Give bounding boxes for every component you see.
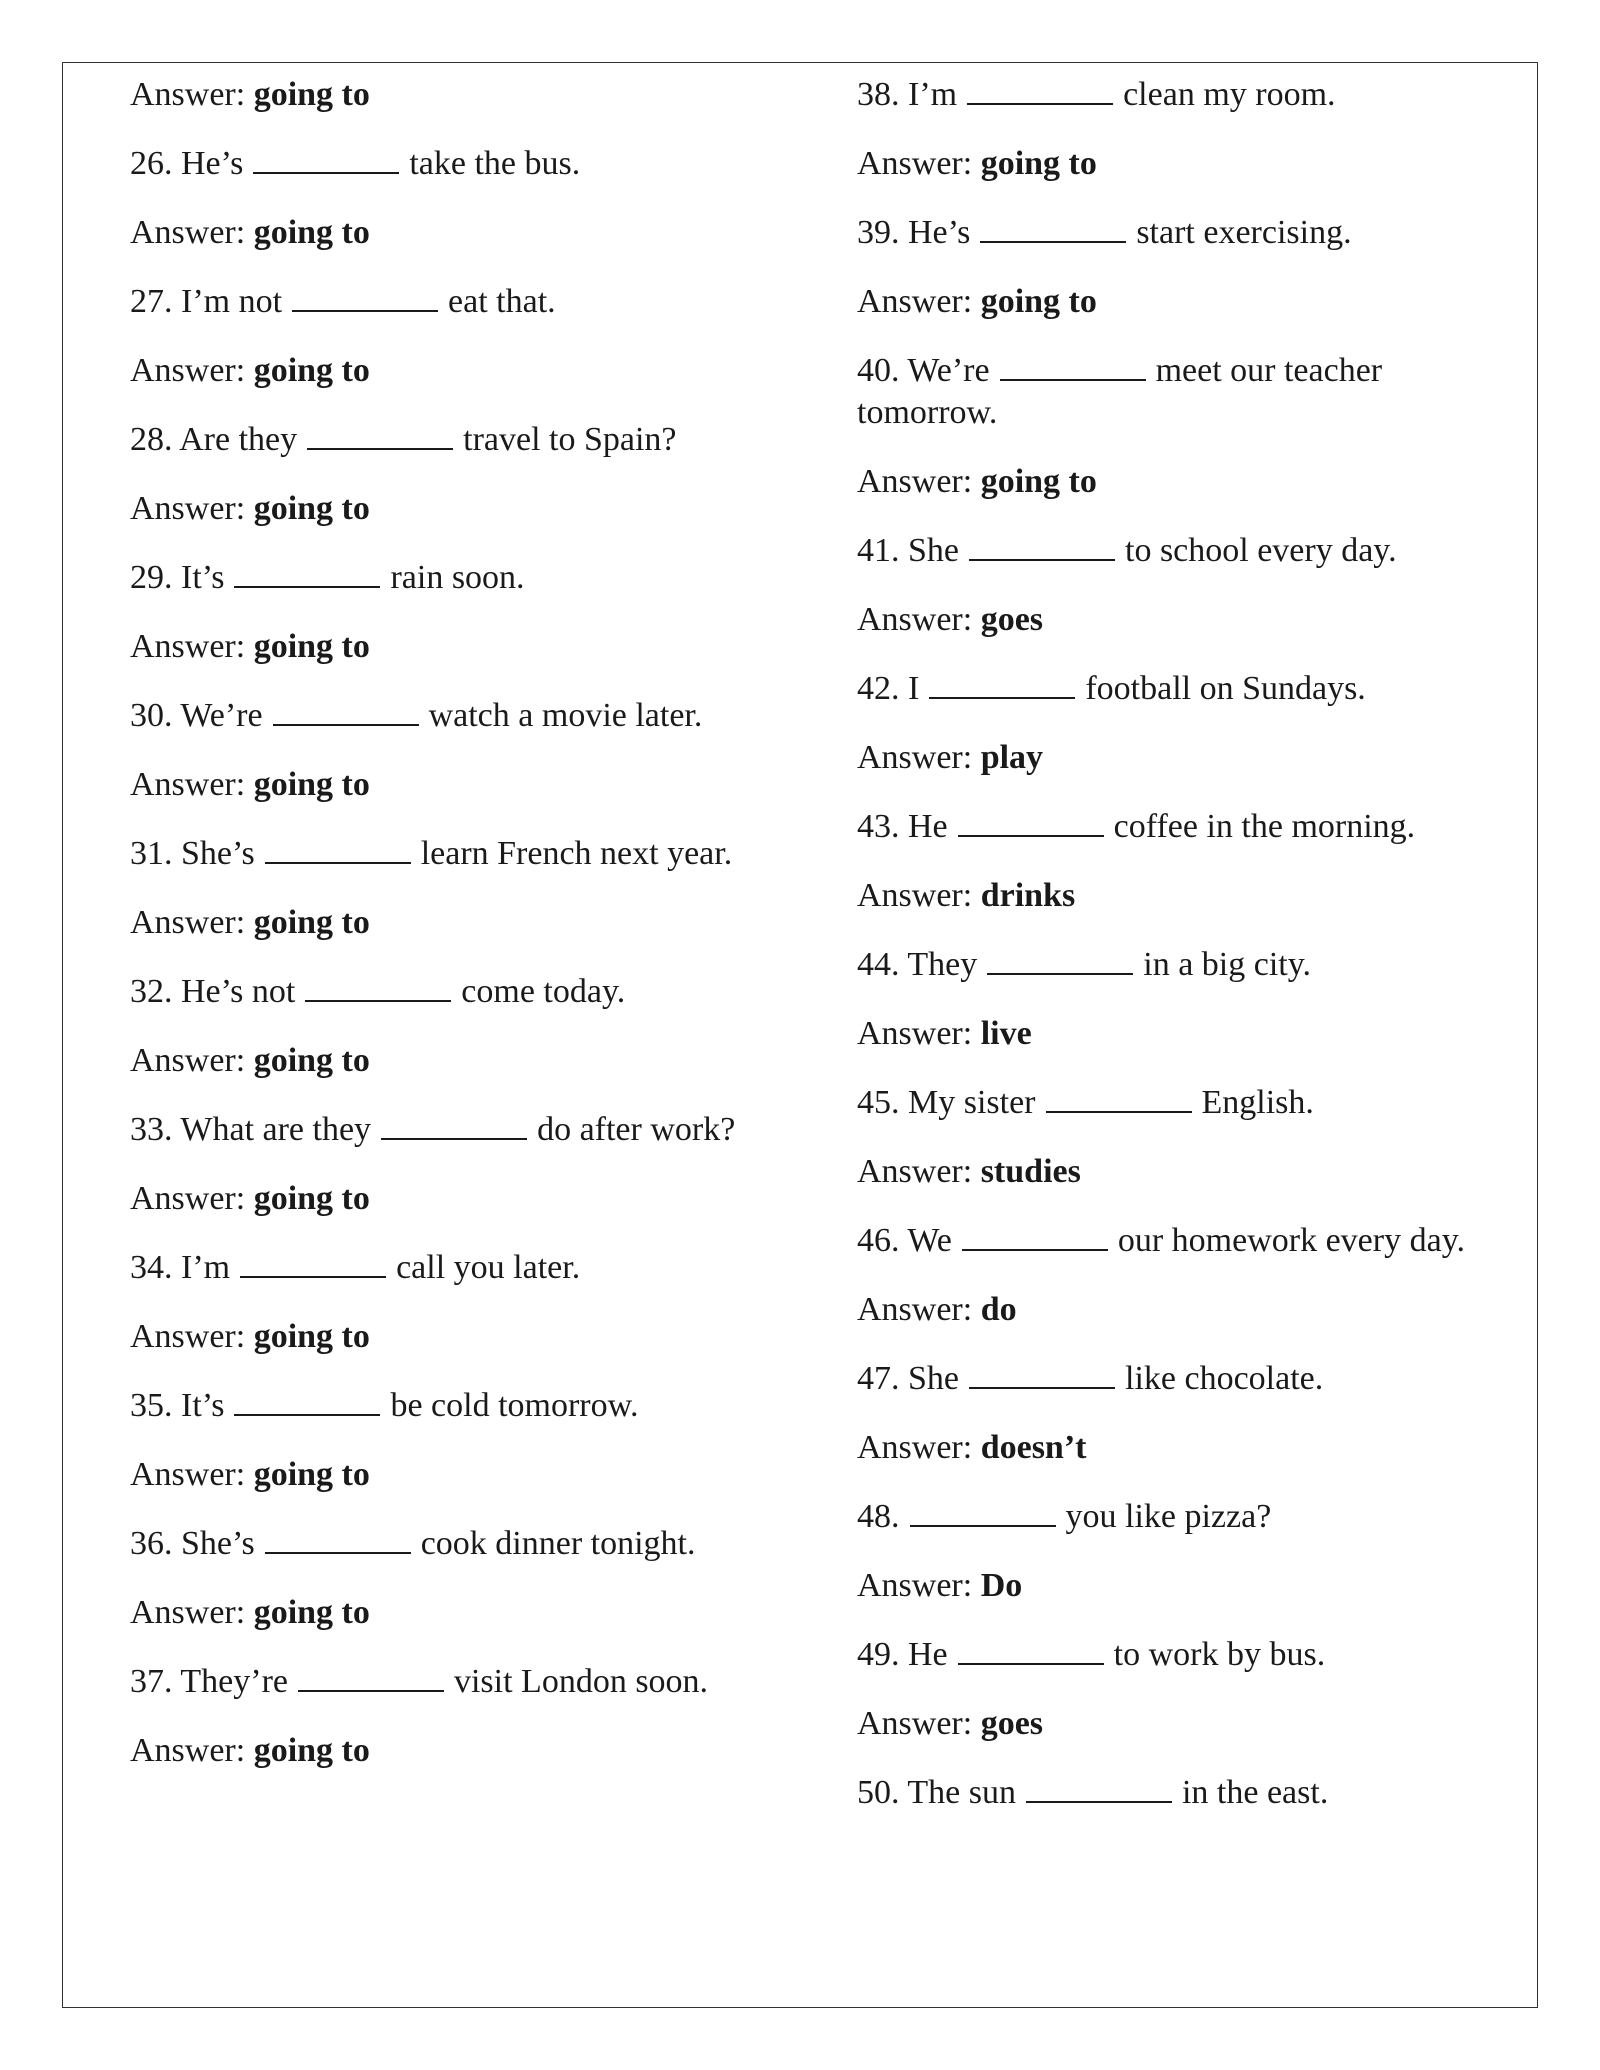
answer-line xyxy=(857,143,1477,185)
fill-in-blank xyxy=(1026,1773,1172,1803)
question-line xyxy=(857,74,1477,116)
fill-in-blank xyxy=(253,144,399,174)
fill-in-blank xyxy=(958,1635,1104,1665)
fill-in-blank xyxy=(265,1524,411,1554)
answer-line xyxy=(857,281,1477,323)
right-column xyxy=(857,74,1477,1841)
answer-label: Answer: xyxy=(857,145,973,182)
question-text-after: watch a movie later. xyxy=(428,697,703,734)
question-line xyxy=(857,212,1477,254)
answer-line xyxy=(130,1178,750,1220)
question-text-before: 44. They xyxy=(857,946,978,983)
answer-label: Answer: xyxy=(130,1732,246,1769)
answer-line xyxy=(130,74,750,116)
fill-in-blank xyxy=(273,696,419,726)
fill-in-blank xyxy=(305,972,451,1002)
question-line xyxy=(857,350,1477,434)
answer-label: Answer: xyxy=(130,76,246,113)
question-line xyxy=(130,833,750,875)
answer-line xyxy=(130,626,750,668)
question-line xyxy=(130,1661,750,1703)
question-text-before: 49. He xyxy=(857,1636,948,1673)
question-text-after: our homework every day. xyxy=(1117,1222,1465,1259)
fill-in-blank xyxy=(1000,351,1146,381)
answer-label: Answer: xyxy=(857,601,973,638)
answer-line xyxy=(130,1040,750,1082)
fill-in-blank xyxy=(910,1497,1056,1527)
question-text-before: 50. The sun xyxy=(857,1774,1016,1811)
question-text-after: visit London soon. xyxy=(453,1663,709,1700)
answer-label: Answer: xyxy=(857,739,973,776)
fill-in-blank xyxy=(234,1386,380,1416)
answer-label: Answer: xyxy=(130,766,246,803)
answer-line xyxy=(130,1730,750,1772)
question-text-before: 36. She’s xyxy=(130,1525,255,1562)
fill-in-blank xyxy=(381,1110,527,1140)
answer-line xyxy=(130,1454,750,1496)
answer-value: Do xyxy=(980,1567,1023,1604)
question-text-after: like chocolate. xyxy=(1125,1360,1324,1397)
answer-value: play xyxy=(980,739,1044,776)
answer-label: Answer: xyxy=(857,1291,973,1328)
answer-line xyxy=(857,1289,1477,1331)
answer-value: going to xyxy=(253,1594,370,1631)
question-line xyxy=(130,557,750,599)
question-line xyxy=(130,281,750,323)
question-text-after: cook dinner tonight. xyxy=(420,1525,696,1562)
answer-label: Answer: xyxy=(857,1153,973,1190)
question-text-after: start exercising. xyxy=(1136,214,1352,251)
question-line xyxy=(857,1634,1477,1676)
answer-value: do xyxy=(980,1291,1017,1328)
answer-label: Answer: xyxy=(130,1318,246,1355)
question-line xyxy=(857,1220,1477,1262)
answer-label: Answer: xyxy=(130,1594,246,1631)
question-text-before: 29. It’s xyxy=(130,559,225,596)
fill-in-blank xyxy=(929,669,1075,699)
answer-value: going to xyxy=(253,904,370,941)
answer-value: drinks xyxy=(980,877,1076,914)
answer-line xyxy=(857,1427,1477,1469)
question-text-after: coffee in the morning. xyxy=(1113,808,1416,845)
answer-value: going to xyxy=(980,283,1097,320)
answer-line xyxy=(857,1565,1477,1607)
question-text-after: football on Sundays. xyxy=(1085,670,1366,707)
question-line xyxy=(857,1082,1477,1124)
question-text-before: 43. He xyxy=(857,808,948,845)
question-line xyxy=(130,1109,750,1151)
question-text-after: meet our teacher tomorrow. xyxy=(857,352,1383,431)
answer-line xyxy=(857,1151,1477,1193)
answer-line xyxy=(130,350,750,392)
answer-label: Answer: xyxy=(130,352,246,389)
answer-value: goes xyxy=(980,1705,1044,1742)
answer-line xyxy=(857,599,1477,641)
fill-in-blank xyxy=(307,420,453,450)
answer-value: going to xyxy=(980,145,1097,182)
answer-line xyxy=(130,902,750,944)
question-text-before: 41. She xyxy=(857,532,959,569)
question-text-after: you like pizza? xyxy=(1065,1498,1272,1535)
question-text-after: to school every day. xyxy=(1125,532,1397,569)
left-column xyxy=(130,74,750,1799)
fill-in-blank xyxy=(962,1221,1108,1251)
question-text-before: 42. I xyxy=(857,670,920,707)
answer-value: goes xyxy=(980,601,1044,638)
question-text-after: come today. xyxy=(461,973,626,1010)
question-text-before: 27. I’m not xyxy=(130,283,283,320)
question-text-after: travel to Spain? xyxy=(463,421,677,458)
fill-in-blank xyxy=(969,1359,1115,1389)
fill-in-blank xyxy=(967,75,1113,105)
answer-label: Answer: xyxy=(130,490,246,527)
question-text-after: rain soon. xyxy=(390,559,525,596)
fill-in-blank xyxy=(298,1662,444,1692)
answer-value: studies xyxy=(980,1153,1081,1190)
question-line xyxy=(130,1385,750,1427)
answer-label: Answer: xyxy=(857,283,973,320)
question-line xyxy=(130,1523,750,1565)
question-text-after: be cold tomorrow. xyxy=(390,1387,639,1424)
answer-value: going to xyxy=(253,628,370,665)
question-text-after: in the east. xyxy=(1181,1774,1329,1811)
answer-value: doesn’t xyxy=(980,1429,1087,1466)
question-line xyxy=(130,695,750,737)
answer-line xyxy=(857,737,1477,779)
answer-value: going to xyxy=(253,766,370,803)
answer-value: going to xyxy=(253,1732,370,1769)
question-line xyxy=(130,419,750,461)
answer-line xyxy=(857,875,1477,917)
answer-line xyxy=(857,1013,1477,1055)
question-line xyxy=(130,971,750,1013)
question-text-before: 35. It’s xyxy=(130,1387,225,1424)
answer-value: going to xyxy=(980,463,1097,500)
fill-in-blank xyxy=(980,213,1126,243)
answer-label: Answer: xyxy=(130,628,246,665)
answer-line xyxy=(130,1316,750,1358)
answer-label: Answer: xyxy=(857,1429,973,1466)
answer-line xyxy=(130,764,750,806)
question-text-after: eat that. xyxy=(448,283,556,320)
question-text-after: clean my room. xyxy=(1123,76,1336,113)
question-line xyxy=(857,1772,1477,1814)
question-text-after: take the bus. xyxy=(409,145,581,182)
question-text-before: 38. I’m xyxy=(857,76,958,113)
question-text-before: 33. What are they xyxy=(130,1111,372,1148)
answer-line xyxy=(857,461,1477,503)
answer-line xyxy=(130,1592,750,1634)
question-text-after: call you later. xyxy=(396,1249,581,1286)
answer-line xyxy=(130,488,750,530)
answer-value: going to xyxy=(253,490,370,527)
question-line xyxy=(130,1247,750,1289)
answer-label: Answer: xyxy=(857,1705,973,1742)
question-text-after: learn French next year. xyxy=(420,835,733,872)
fill-in-blank xyxy=(987,945,1133,975)
fill-in-blank xyxy=(292,282,438,312)
question-text-before: 48. xyxy=(857,1498,900,1535)
answer-line xyxy=(130,212,750,254)
answer-value: going to xyxy=(253,1318,370,1355)
answer-label: Answer: xyxy=(130,904,246,941)
fill-in-blank xyxy=(958,807,1104,837)
question-text-before: 31. She’s xyxy=(130,835,255,872)
answer-label: Answer: xyxy=(130,214,246,251)
fill-in-blank xyxy=(1046,1083,1192,1113)
question-line xyxy=(857,668,1477,710)
answer-label: Answer: xyxy=(130,1042,246,1079)
answer-label: Answer: xyxy=(857,1015,973,1052)
question-text-after: English. xyxy=(1201,1084,1314,1121)
answer-value: going to xyxy=(253,76,370,113)
question-text-before: 45. My sister xyxy=(857,1084,1036,1121)
question-text-before: 32. He’s not xyxy=(130,973,296,1010)
question-text-before: 30. We’re xyxy=(130,697,263,734)
question-text-before: 34. I’m xyxy=(130,1249,231,1286)
answer-value: going to xyxy=(253,1180,370,1217)
question-text-after: to work by bus. xyxy=(1113,1636,1326,1673)
answer-value: going to xyxy=(253,352,370,389)
question-line xyxy=(857,806,1477,848)
question-text-before: 39. He’s xyxy=(857,214,971,251)
question-text-before: 26. He’s xyxy=(130,145,244,182)
answer-value: going to xyxy=(253,1042,370,1079)
question-text-before: 46. We xyxy=(857,1222,952,1259)
answer-value: live xyxy=(980,1015,1032,1052)
answer-label: Answer: xyxy=(857,1567,973,1604)
question-text-after: in a big city. xyxy=(1143,946,1312,983)
fill-in-blank xyxy=(234,558,380,588)
question-text-before: 40. We’re xyxy=(857,352,990,389)
question-line xyxy=(857,944,1477,986)
answer-line xyxy=(857,1703,1477,1745)
fill-in-blank xyxy=(265,834,411,864)
question-text-before: 37. They’re xyxy=(130,1663,288,1700)
question-line xyxy=(130,143,750,185)
question-line xyxy=(857,1496,1477,1538)
question-text-after: do after work? xyxy=(537,1111,736,1148)
question-text-before: 47. She xyxy=(857,1360,959,1397)
answer-label: Answer: xyxy=(130,1180,246,1217)
answer-label: Answer: xyxy=(857,877,973,914)
answer-value: going to xyxy=(253,1456,370,1493)
question-line xyxy=(857,1358,1477,1400)
question-line xyxy=(857,530,1477,572)
answer-label: Answer: xyxy=(857,463,973,500)
fill-in-blank xyxy=(969,531,1115,561)
answer-value: going to xyxy=(253,214,370,251)
fill-in-blank xyxy=(240,1248,386,1278)
question-text-before: 28. Are they xyxy=(130,421,298,458)
answer-label: Answer: xyxy=(130,1456,246,1493)
